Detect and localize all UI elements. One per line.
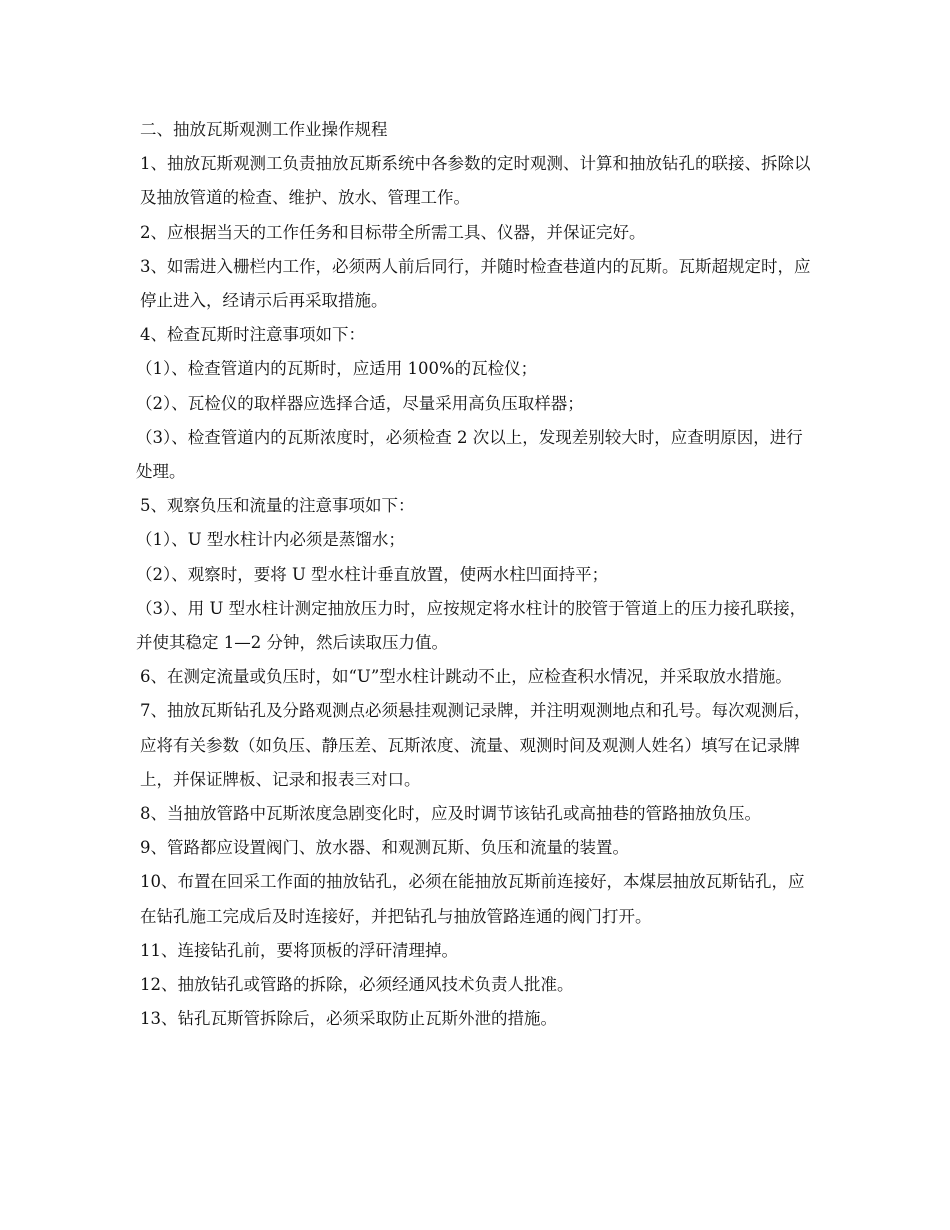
paragraph-12: 12、抽放钻孔或管路的拆除，必须经通风技术负责人批准。 xyxy=(140,975,574,995)
paragraph-4: 4、检查瓦斯时注意事项如下： xyxy=(140,325,365,345)
document-page xyxy=(136,113,815,1036)
paragraph-4-1: （1）、检查管道内的瓦斯时，应适用 100%的瓦检仪； xyxy=(136,359,538,379)
paragraph-3: 3、如需进入栅栏内工作，必须两人前后同行，并随时检查巷道内的瓦斯。瓦斯超规定时，应停止进入，经请示后再采取措施。 xyxy=(140,256,811,311)
paragraph-5-1: （1）、U 型水柱计内必须是蒸馏水； xyxy=(136,530,405,550)
paragraph-5: 5、观察负压和流量的注意事项如下： xyxy=(140,496,415,516)
document-title: 二、抽放瓦斯观测工作业操作规程 xyxy=(140,120,388,139)
paragraph-4-2: （2）、瓦检仪的取样器应选择合适，尽量采用高负压取样器； xyxy=(136,393,584,413)
paragraph-6: 6、在测定流量或负压时，如“U”型水柱计跳动不止，应检查积水情况，并采取放水措施。 xyxy=(140,667,792,687)
paragraph-13: 13、钻孔瓦斯管拆除后，必须采取防止瓦斯外泄的措施。 xyxy=(140,1009,557,1029)
paragraph-10: 10、布置在回采工作面的抽放钻孔，必须在能抽放瓦斯前连接好，本煤层抽放瓦斯钻孔，应在钻孔施工完成后及时连接好，并把钻孔与抽放管路连通的阀门打开。 xyxy=(140,872,805,926)
paragraph-9: 9、管路都应设置阀门、放水器、和观测瓦斯、负压和流量的装置。 xyxy=(140,838,629,858)
paragraph-1: 1、抽放瓦斯观测工负责抽放瓦斯系统中各参数的定时观测、计算和抽放钻孔的联接、拆除以及抽放管道的检查、维护、放水、管理工作。 xyxy=(140,154,811,208)
paragraph-7: 7、抽放瓦斯钻孔及分路观测点必须悬挂观测记录牌，并注明观测地点和孔号。每次观测后，应将有关参数（如负压、静压差、瓦斯浓度、流量、观测时间及观测人姓名）填写在记录牌上，并保证牌板、记录和报表三对口。 xyxy=(140,701,811,789)
paragraph-2: 2、应根据当天的工作任务和目标带全所需工具、仪器，并保证完好。 xyxy=(140,222,646,242)
paragraph-11: 11、连接钻孔前，要将顶板的浮矸清理掉。 xyxy=(140,940,458,960)
paragraph-5-2: （2）、观察时，要将 U 型水柱计垂直放置，使两水柱凹面持平； xyxy=(136,564,609,584)
paragraph-8: 8、当抽放管路中瓦斯浓度急剧变化时，应及时调节该钻孔或高抽巷的管路抽放负压。 xyxy=(140,804,761,824)
paragraph-4-3: （3）、检查管道内的瓦斯浓度时，必须检查 2 次以上，发现差别较大时，应查明原因，进行处理。 xyxy=(136,427,803,482)
paragraph-5-3: （3）、用 U 型水柱计测定抽放压力时，应按规定将水柱计的胶管于管道上的压力接孔联接，并使其稳定 1—2 分钟，然后读取压力值。 xyxy=(136,598,807,653)
